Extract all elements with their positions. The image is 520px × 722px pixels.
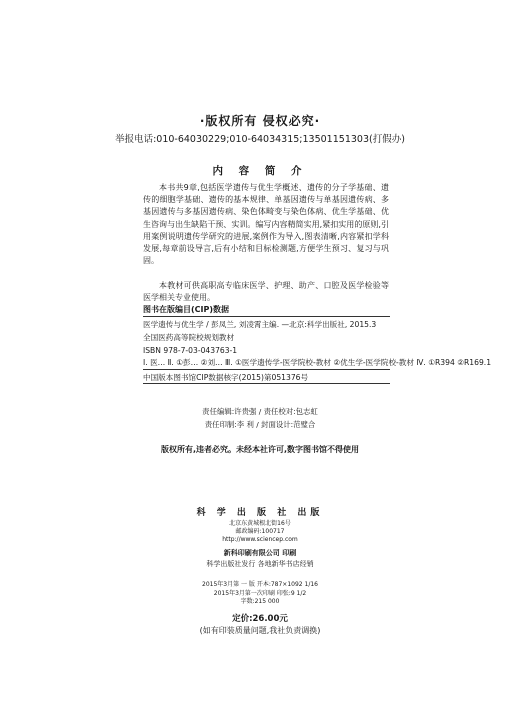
publisher-website: http://www.sciencep.com (222, 536, 298, 543)
summary-paragraph-1: 本书共9章,包括医学遗传与优生学概述、遗传的分子学基础、遗传的细胞学基础、遗传的基本规律、单基因遗传与单基因遗传病、多基因遗传与多基因遗传病、染色体畸变与染色体病、优生学基础、优生咨询与出生缺陷干预、实训。编写内容精简实用,紧扣实用的原则,引用案例说明遗传学研究的进展,案例作为导入,图表清晰,内容紧扣学科发展,每章前设导言,后有小结和目标检测题,方便学生预习、复习与巩固。 (143, 183, 389, 266)
editors-line-1: 责任编辑:许贵强 / 责任校对:包志虹 (202, 407, 318, 416)
quality-note: (如有印装质量问题,我社负责调换) (199, 626, 321, 635)
summary-heading: 内 容 简 介 (212, 165, 308, 177)
publisher-address-block (0, 520, 520, 544)
publisher-address: 北京东黄城根北街16号 (229, 520, 291, 527)
copyright-notice: 版权所有,违者必究。未经本社许可,数字图书馆不得使用 (160, 445, 360, 454)
edition-block (0, 581, 520, 607)
copyright-title: ·版权所有 侵权必究· (199, 114, 321, 128)
report-hotline: 举报电话:010-64030229;010-64034315;13501151303(打假办) (115, 134, 405, 145)
printer-line: 新科印刷有限公司 印刷 (223, 549, 297, 557)
price: 定价:26.00元 (232, 614, 288, 624)
word-count: 字数:215 000 (240, 598, 280, 606)
cip-series-line: 全国医药高等院校规划教材 (143, 333, 235, 342)
publisher-name: 科 学 出 版 社 出版 (196, 508, 324, 518)
distribution-line: 科学出版社发行 各地新华书店经销 (206, 560, 314, 568)
cip-title-line: 医学遗传与优生学 / 彭凤兰, 刘凌霄主编. —北京:科学出版社, 2015.3 (143, 320, 377, 329)
cip-heading: 图书在版编目(CIP)数据 (143, 305, 230, 314)
cip-classification-line: Ⅰ. 医… Ⅱ. ①彭… ②刘… Ⅲ. ①医学遗传学-医学院校-教材 ②优生学-医学院校-教材 Ⅳ. ①R394 ②R169.1 (143, 358, 492, 367)
cip-isbn-line: ISBN 978-7-03-043763-1 (143, 346, 238, 355)
summary-paragraph-2: 本教材可供高职高专临床医学、护理、助产、口腔及医学检验等医学相关专业使用。 (143, 281, 389, 303)
edition-line-2: 2015年3月第一次印刷 印张:9 1/2 (213, 589, 307, 597)
editors-line-2: 责任印制:李 利 / 封面设计:范璧合 (204, 420, 316, 429)
cip-top-rule (143, 316, 390, 317)
cip-bottom-rule (143, 383, 390, 384)
edition-line-1: 2015年3月第 一 版 开本:787×1092 1/16 (202, 581, 318, 588)
publisher-postcode: 邮政编码:100717 (235, 528, 285, 535)
cip-middle-rule (143, 369, 390, 370)
cip-number-line: 中国版本图书馆CIP数据核字(2015)第051376号 (143, 373, 309, 382)
